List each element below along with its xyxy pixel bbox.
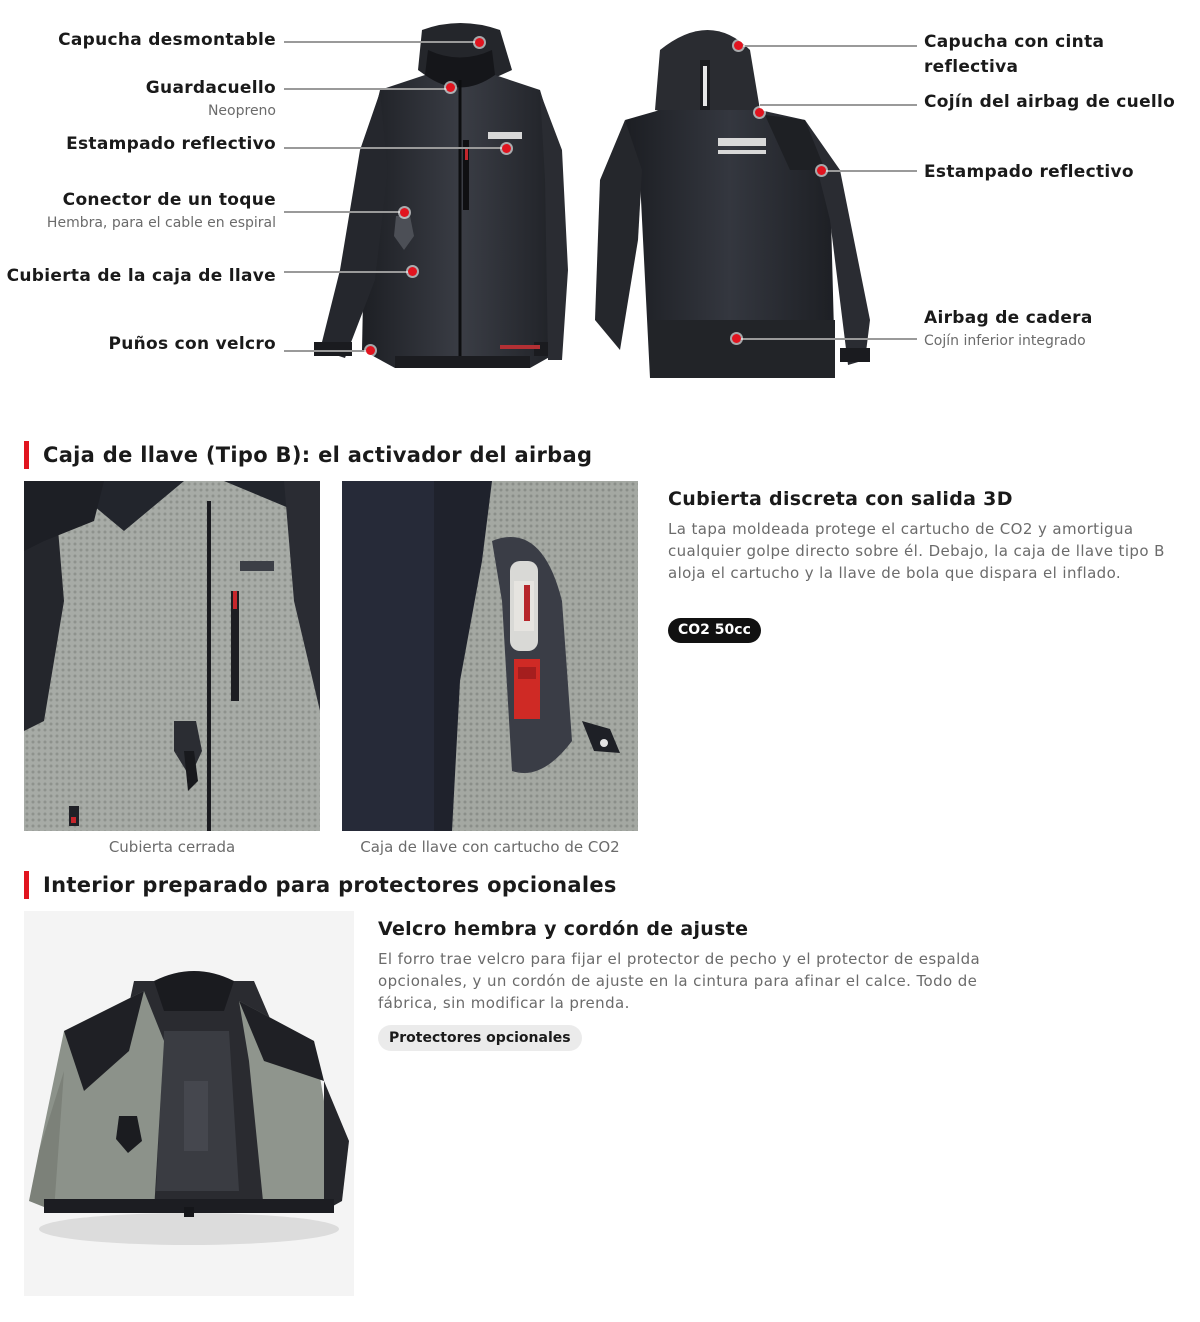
callout-subtitle: Hembra, para el cable en espiral [46, 215, 276, 231]
keybox-open-photo [342, 481, 638, 831]
leader-line [822, 170, 917, 172]
callout-detachable-hood [0, 28, 276, 53]
red-dot-marker [502, 144, 511, 153]
interior-feature-body: El forro trae velcro para fijar el protector de pecho y el protector de espalda opcionales, y un cordón de ajuste en la cintura para afinar el calce. Todo de fábrica, sin modificar la prenda. [378, 950, 981, 1012]
callout-title: Capucha desmontable [58, 30, 276, 50]
red-dot-marker [755, 108, 764, 117]
leader-line [284, 88, 451, 90]
callout-title: Estampado reflectivo [66, 134, 276, 154]
callout-subtitle: Cojín inferior integrado [924, 333, 1086, 349]
section-heading-interior: Interior preparado para protectores opcionales [24, 871, 617, 899]
leader-line [284, 211, 404, 213]
callout-reflective-print-back [924, 160, 1184, 185]
front-jacket-image [300, 20, 572, 398]
section-heading-keybox: Caja de llave (Tipo B): el activador del airbag [24, 441, 592, 469]
interior-feature-title: Velcro hembra y cordón de ajuste [378, 918, 749, 940]
callout-title: Puños con velcro [108, 334, 276, 354]
co2-badge: CO2 50cc [668, 618, 761, 643]
callout-one-touch-connector [0, 188, 276, 234]
red-dot-marker [817, 166, 826, 175]
callout-velcro-cuffs [0, 332, 276, 357]
callout-title: Guardacuello [145, 78, 276, 98]
callout-title: Airbag de cadera [924, 308, 1093, 328]
callout-title: Cojín del airbag de cuello [924, 92, 1176, 112]
callout-title: Cubierta de la caja de llave [6, 266, 276, 286]
leader-line [284, 147, 506, 149]
photo-caption: Caja de llave con cartucho de CO2 [360, 838, 620, 856]
keybox-feature-body: La tapa moldeada protege el cartucho de CO2 y amortigua cualquier golpe directo sobre él. Debajo, la caja de llave tipo B aloja el cartucho y la llave de bola que dispara el inflado. [668, 520, 1165, 582]
leader-line [737, 338, 917, 340]
leader-line [739, 45, 917, 47]
red-dot-marker [734, 41, 743, 50]
photo-caption: Cubierta cerrada [108, 838, 236, 856]
callout-title: Capucha con cinta reflectiva [924, 32, 1105, 77]
callout-reflective-hood [924, 30, 1184, 80]
red-dot-marker [366, 346, 375, 355]
red-dot-marker [446, 83, 455, 92]
red-dot-marker [400, 208, 409, 217]
leader-line [284, 271, 412, 273]
callout-title: Estampado reflectivo [924, 162, 1134, 182]
callout-neck-guard [0, 76, 276, 122]
hero-jacket-diagram [0, 0, 1200, 410]
leader-line [284, 41, 479, 43]
callout-keybox-cover [0, 264, 276, 289]
red-dot-marker [732, 334, 741, 343]
callout-title: Conector de un toque [62, 190, 276, 210]
callout-reflective-print-front [0, 132, 276, 157]
red-dot-marker [408, 267, 417, 276]
optional-protectors-badge: Protectores opcionales [378, 1025, 582, 1051]
keybox-feature-title: Cubierta discreta con salida 3D [668, 488, 1013, 510]
callout-subtitle: Neopreno [207, 103, 276, 119]
leader-line [284, 350, 370, 352]
keybox-closed-photo [24, 481, 320, 831]
callout-neck-airbag [924, 90, 1184, 115]
callout-hip-airbag [924, 306, 1184, 352]
leader-line [760, 104, 917, 106]
red-dot-marker [475, 38, 484, 47]
interior-photo [24, 911, 354, 1296]
